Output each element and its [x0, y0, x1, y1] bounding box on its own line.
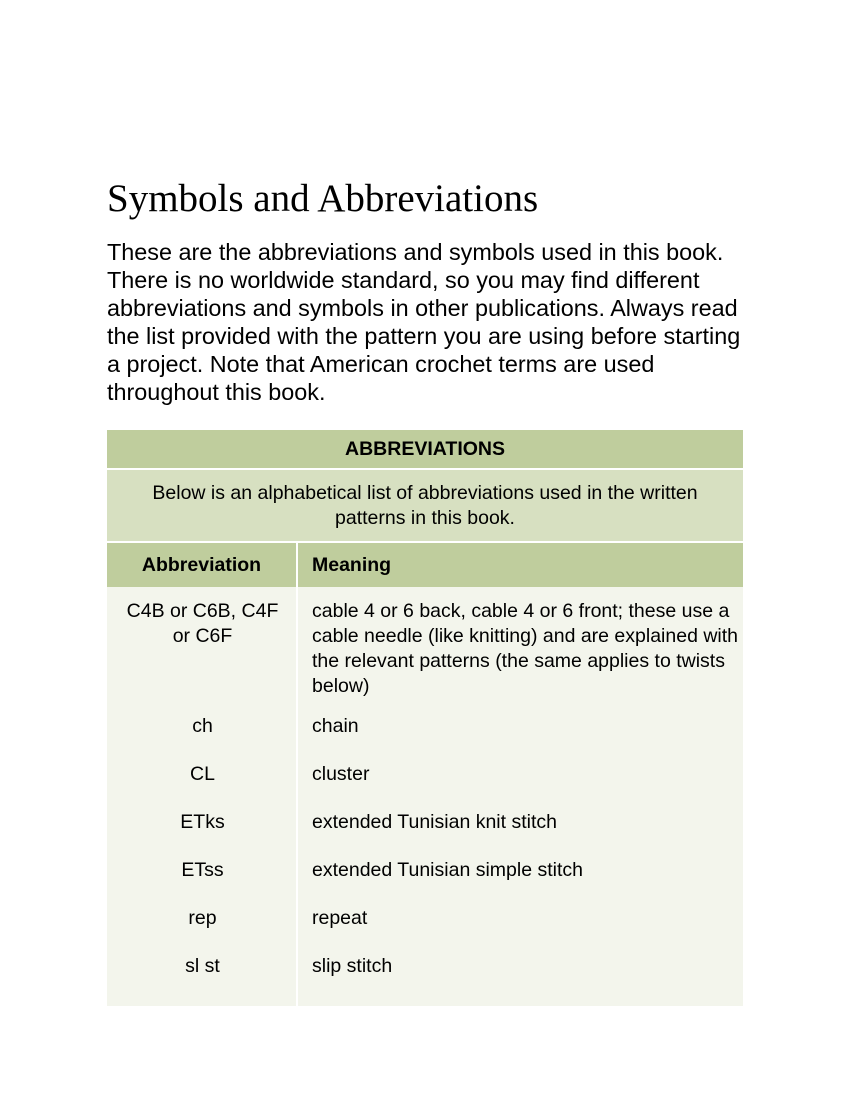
- meaning-cell: extended Tunisian simple stitch: [297, 853, 743, 901]
- table-row: [107, 805, 743, 853]
- page-title: Symbols and Abbreviations: [107, 177, 539, 220]
- meaning-cell: extended Tunisian knit stitch: [297, 805, 743, 853]
- abbreviation-cell: rep: [107, 901, 297, 949]
- intro-paragraph: These are the abbreviations and symbols used in this book. There is no worldwide standard, so you may find different abbreviations and symbols in other publications. Always read the list provided with the pattern you are using before starting a project. Note that American crochet terms are used throughout this book.: [107, 239, 741, 405]
- abbreviation-cell: ETss: [107, 853, 297, 901]
- table-row: [107, 853, 743, 901]
- table-header-row: [107, 542, 743, 587]
- table-title: ABBREVIATIONS: [107, 430, 743, 469]
- meaning-cell: slip stitch: [297, 949, 743, 1006]
- meaning-cell: cluster: [297, 757, 743, 805]
- table-description-row: [107, 469, 743, 542]
- table-row: [107, 709, 743, 757]
- column-header-abbreviation: Abbreviation: [107, 542, 297, 587]
- abbreviation-cell: CL: [107, 757, 297, 805]
- table-row: [107, 587, 743, 709]
- table-row: [107, 757, 743, 805]
- table-row: [107, 901, 743, 949]
- column-header-meaning: Meaning: [297, 542, 743, 587]
- abbreviations-table: [107, 430, 743, 1006]
- table-title-row: [107, 430, 743, 469]
- table-row: [107, 949, 743, 1006]
- abbreviation-cell: C4B or C6B, C4F or C6F: [107, 587, 297, 709]
- abbreviation-cell: ETks: [107, 805, 297, 853]
- abbreviation-cell: sl st: [107, 949, 297, 1006]
- table-description: Below is an alphabetical list of abbreviations used in the written patterns in this book.: [107, 469, 743, 542]
- meaning-cell: cable 4 or 6 back, cable 4 or 6 front; these use a cable needle (like knitting) and are explained with the relevant patterns (the same applies to twists below): [297, 587, 743, 709]
- meaning-cell: repeat: [297, 901, 743, 949]
- meaning-cell: chain: [297, 709, 743, 757]
- abbreviation-cell: ch: [107, 709, 297, 757]
